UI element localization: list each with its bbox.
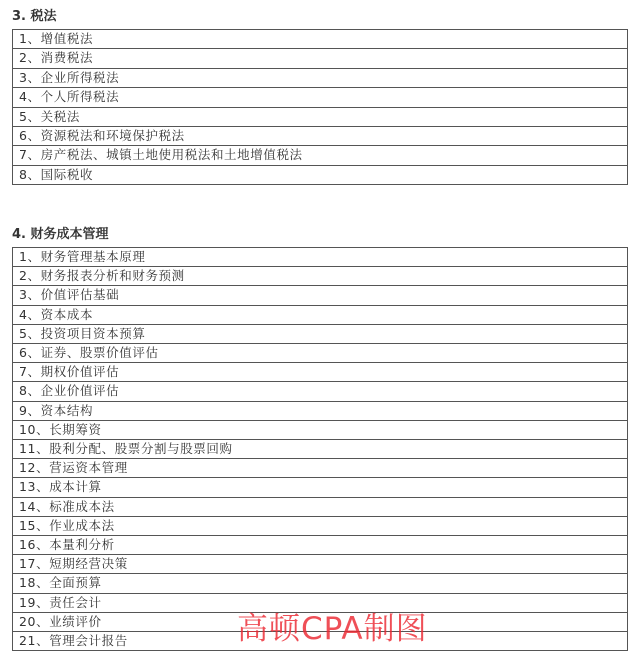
chapter-cell: 8、企业价值评估	[13, 382, 628, 401]
chapter-cell: 2、消费税法	[13, 49, 628, 68]
chapter-cell: 4、资本成本	[13, 305, 628, 324]
table-row	[13, 127, 628, 146]
chapter-cell: 19、责任会计	[13, 593, 628, 612]
table-row	[13, 88, 628, 107]
chapter-cell: 3、企业所得税法	[13, 68, 628, 87]
table-row	[13, 267, 628, 286]
section-title: 3. 税法	[12, 9, 57, 24]
chapter-cell: 8、国际税收	[13, 165, 628, 184]
table-row	[13, 516, 628, 535]
table-row	[13, 286, 628, 305]
table-row	[13, 401, 628, 420]
table-row	[13, 248, 628, 267]
chapter-cell: 7、期权价值评估	[13, 363, 628, 382]
table-row	[13, 68, 628, 87]
chapter-table	[12, 247, 628, 651]
chapter-cell: 16、本量利分析	[13, 536, 628, 555]
table-row	[13, 459, 628, 478]
table-row	[13, 440, 628, 459]
chapter-cell: 14、标准成本法	[13, 497, 628, 516]
chapter-cell: 6、资源税法和环境保护税法	[13, 127, 628, 146]
chapter-cell: 17、短期经营决策	[13, 555, 628, 574]
chapter-cell: 21、管理会计报告	[13, 632, 628, 651]
chapter-cell: 12、营运资本管理	[13, 459, 628, 478]
chapter-cell: 5、关税法	[13, 107, 628, 126]
chapter-cell: 5、投资项目资本预算	[13, 324, 628, 343]
chapter-cell: 3、价值评估基础	[13, 286, 628, 305]
chapter-cell: 13、成本计算	[13, 478, 628, 497]
table-row	[13, 593, 628, 612]
chapter-table	[12, 29, 628, 185]
table-row	[13, 305, 628, 324]
chapter-cell: 11、股利分配、股票分割与股票回购	[13, 440, 628, 459]
chapter-cell: 20、业绩评价	[13, 612, 628, 631]
table-row	[13, 574, 628, 593]
chapter-cell: 1、增值税法	[13, 30, 628, 49]
table-row	[13, 107, 628, 126]
table-row	[13, 363, 628, 382]
section-title: 4. 财务成本管理	[12, 227, 109, 242]
table-row	[13, 478, 628, 497]
table-row	[13, 420, 628, 439]
table-row	[13, 146, 628, 165]
chapter-cell: 10、长期筹资	[13, 420, 628, 439]
chapter-cell: 9、资本结构	[13, 401, 628, 420]
table-row	[13, 555, 628, 574]
table-row	[13, 165, 628, 184]
table-row	[13, 49, 628, 68]
watermark: 高顿CPA制图	[237, 611, 428, 647]
table-row	[13, 30, 628, 49]
chapter-cell: 15、作业成本法	[13, 516, 628, 535]
chapter-cell: 7、房产税法、城镇土地使用税法和土地增值税法	[13, 146, 628, 165]
table-row	[13, 536, 628, 555]
chapter-cell: 6、证券、股票价值评估	[13, 344, 628, 363]
table-row	[13, 497, 628, 516]
table-row	[13, 382, 628, 401]
table-row	[13, 344, 628, 363]
chapter-cell: 2、财务报表分析和财务预测	[13, 267, 628, 286]
table-row	[13, 324, 628, 343]
section-financial-cost-management	[12, 225, 628, 651]
chapter-cell: 18、全面预算	[13, 574, 628, 593]
section-tax-law	[12, 7, 628, 185]
chapter-cell: 1、财务管理基本原理	[13, 248, 628, 267]
chapter-cell: 4、个人所得税法	[13, 88, 628, 107]
